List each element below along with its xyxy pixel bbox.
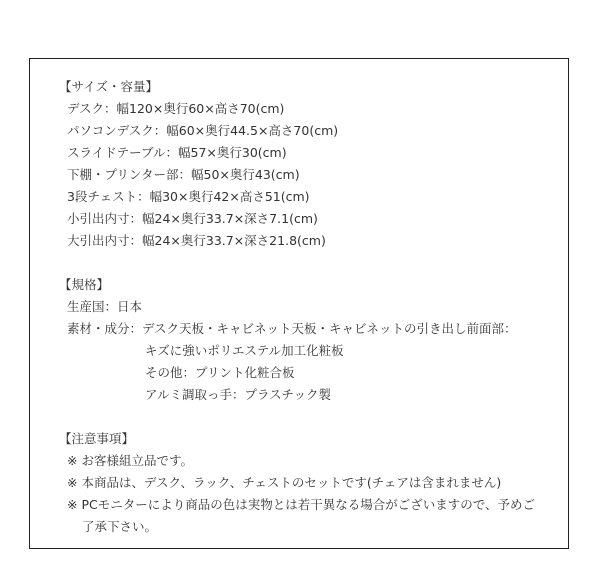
note-line-1: ※ お客様組立品です。 <box>67 453 193 468</box>
spec-material-line-2: キズに強いポリエステル加工化粧板 <box>145 343 344 358</box>
size-heading: 【サイズ・容量】 <box>59 79 159 94</box>
size-row-small-drawer: 小引出内寸：幅24×奥行33.7×深さ7.1(cm) <box>67 211 318 226</box>
size-row-chest: 3段チェスト：幅30×奥行42×高さ51(cm) <box>67 189 310 204</box>
note-line-2: ※ 本商品は、デスク、ラック、チェストのセットです(チェアは含まれません) <box>67 475 502 490</box>
note-line-3: ※ PCモニターにより商品の色は実物とは若干異なる場合がございますので、予めご <box>67 497 535 512</box>
spec-origin: 生産国：日本 <box>67 299 143 314</box>
size-row-desk: デスク：幅120×奥行60×高さ70(cm) <box>67 101 285 116</box>
spec-material-line-1: 素材・成分：デスク天板・キャビネット天板・キャビネットの引き出し前面部： <box>67 321 517 336</box>
spec-material-line-3: その他：プリント化粧合板 <box>145 365 295 380</box>
size-row-large-drawer: 大引出内寸：幅24×奥行33.7×深さ21.8(cm) <box>67 233 326 248</box>
size-row-pc-desk: パソコンデスク：幅60×奥行44.5×高さ70(cm) <box>67 123 339 138</box>
spec-material-line-4: アルミ調取っ手：プラスチック製 <box>145 387 332 402</box>
notes-heading: 【注意事項】 <box>59 431 135 446</box>
size-row-lower-shelf: 下棚・プリンター部：幅50×奥行43(cm) <box>67 167 300 182</box>
size-row-slide-table: スライドテーブル：幅57×奥行30(cm) <box>67 145 287 160</box>
note-line-4: 了承下さい。 <box>82 519 158 534</box>
spec-heading: 【規格】 <box>59 277 110 292</box>
